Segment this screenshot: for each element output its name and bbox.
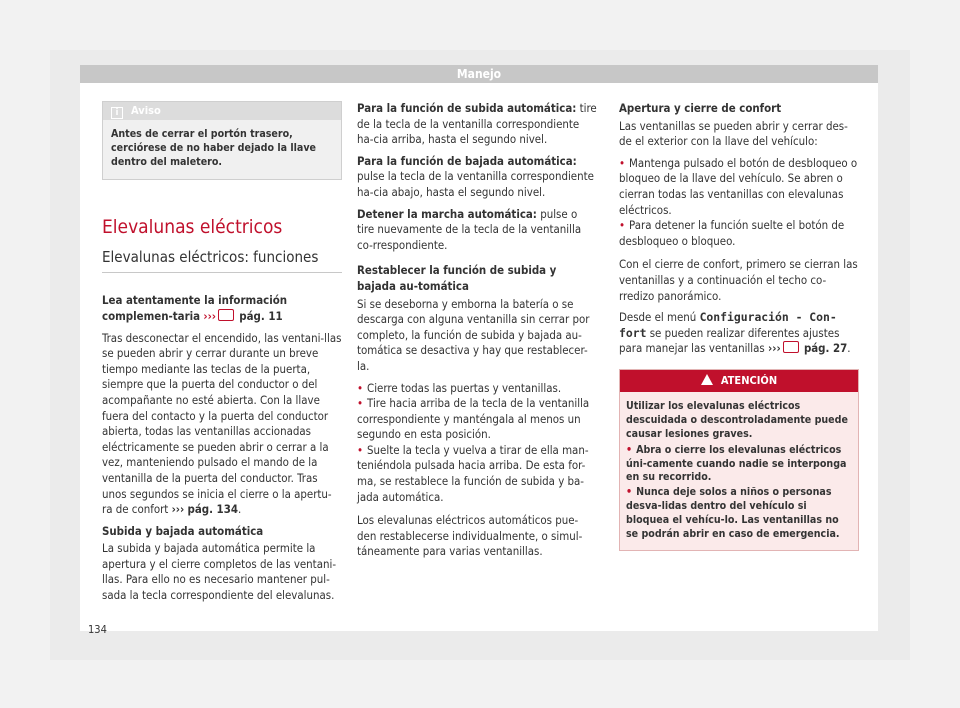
lead-text: Lea atentamente la información complemen-taria (102, 293, 288, 323)
list-item (619, 156, 859, 218)
paragraph-bajada (357, 154, 597, 201)
list-item (357, 381, 597, 397)
confort-para: Con el cierre de confort, primero se cierran las ventanillas y a continuación el techo co-rredizo panorámico. (619, 257, 858, 303)
paragraph-detener (357, 207, 597, 254)
lead-paragraph: Lea atentamente la información complemen-taria ››› pág. 11 (102, 293, 288, 323)
subida-title: Subida y bajada automática (102, 523, 264, 538)
menu-pre: Desde el menú (619, 310, 697, 325)
aviso-header (103, 102, 341, 120)
column-1 (102, 101, 342, 610)
subida-text: La subida y bajada automática permite la apertura y el cierre completos de las ventani-llas. Para ello no es necesario mantener pul-sada la tecla correspondiente del elevalunas. (102, 541, 337, 603)
restore-text: Si se deseborna y emborna la batería o se descarga con alguna ventanilla sin cerrar por completo, la función de subida y bajada au-tomática se desactiva y hay que restablecer-la. (357, 296, 590, 373)
restore-title: Restablecer la función de subida y bajada au-tomática (357, 263, 557, 293)
aviso-box (102, 101, 342, 180)
bullet-icon: • (357, 396, 364, 411)
bullet-icon: • (626, 486, 633, 499)
bajada-label: Para la función de bajada automática: (357, 153, 577, 168)
list-item (357, 396, 597, 443)
paragraph-1: Tras desconectar el encendido, las ventani-llas se pueden abrir y cerrar durante un breve tiempo mediante las teclas de la puerta, siempre que la puerta del conductor o del acompañante no esté abierta. Con la llave fuera del contacto y la puerta del conductor abierta, todas las ventanillas accionadas eléctricamente se pueden abrir o cerrar a la vez, manteniendo pulsado el mando de la ventanilla de la puerta del conductor. Tras unos segundos se inicia el cierre o la apertu-ra de confort ››› pág. 134. (102, 330, 342, 517)
confort-title: Apertura y cierre de confort (619, 101, 782, 115)
paragraph-1-text: Tras desconectar el encendido, las ventani-llas se pueden abrir y cerrar durante un breve tiempo mediante las teclas de la puerta, siempre que la puerta del conductor o del acompañante no esté abierta. Con la llave fuera del contacto y la puerta del conductor abierta, todas las ventanillas accionadas eléctricamente se pueden abrir o cerrar a la vez, manteniendo pulsado el mando de la ventanilla de la puerta del conductor. Tras unos segundos se inicia el cierre o la apertu-ra de confort (102, 330, 342, 517)
bullet-icon: • (357, 380, 364, 395)
aviso-title: Aviso (131, 104, 161, 117)
sheet-background (50, 50, 910, 660)
paragraph-1-reference-link[interactable]: pág. 134 (187, 502, 238, 517)
warning-title: ATENCIÓN (720, 373, 778, 387)
bullet-icon: • (619, 218, 626, 233)
column-2 (357, 101, 597, 566)
confort-intro: Las ventanillas se pueden abrir y cerrar des-de el exterior con la llave del vehículo: (619, 118, 848, 149)
bajada-desc: pulse la tecla de la ventanilla correspondiente ha-cia abajo, hasta el segundo nivel. (357, 169, 594, 199)
list-item (626, 486, 850, 542)
warning-icon (701, 374, 713, 385)
info-icon: i (111, 107, 123, 119)
menu-reference-link[interactable]: pág. 27 (803, 341, 848, 356)
page-number: 134 (88, 623, 107, 636)
book-icon (218, 309, 234, 321)
detener-desc: pulse o tire nuevamente de la tecla de la ventanilla co-rrespondiente. (357, 206, 582, 252)
subida-label: Para la función de subida automática: (357, 101, 577, 115)
book-icon (783, 341, 799, 353)
warning-body (620, 392, 858, 550)
bullet-icon: • (357, 442, 364, 457)
list-item (357, 443, 597, 505)
list-item-text: Nunca deje solos a niños o personas desva-lidas dentro del vehículo si bloquea el vehícu-lo. Las ventanillas no se podrán abrir en caso de emergencia. (626, 486, 840, 541)
bullet-icon: • (626, 443, 633, 456)
paragraph-subida (357, 101, 597, 148)
warning-box (619, 369, 859, 551)
warning-header (620, 370, 858, 392)
manual-page (80, 65, 878, 636)
subida-desc: tire de la tecla de la ventanilla correspondiente ha-cia arriba, hasta el segundo nivel. (357, 101, 597, 147)
lead-reference-link[interactable]: pág. 11 (239, 308, 283, 323)
list-item-text: Suelte la tecla y vuelva a tirar de ella man-teniéndola pulsada hacia arriba. De esta for-ma, se restablece la función de subida y ba-jada automática. (357, 442, 589, 504)
menu-post: se pueden realizar diferentes ajustes para manejar las ventanillas (619, 325, 840, 356)
section-subheading: Elevalunas eléctricos: funciones (102, 248, 342, 273)
aviso-text: Antes de cerrar el portón trasero, cerciórese de no haber dejado la llave dentro del maletero. (111, 128, 316, 168)
list-item-text: Mantenga pulsado el botón de desbloqueo o bloqueo de la llave del vehículo. Se abren o cierran todas las ventanillas con elevalunas eléctricos. (619, 155, 858, 217)
menu-name: Configuración - Con-fort (619, 310, 837, 340)
closing-text: Los elevalunas eléctricos automáticos pue-den restablecerse individualmente, o simul-táneamente para varias ventanillas. (357, 513, 583, 559)
section-heading: Elevalunas eléctricos (102, 216, 283, 239)
detener-label: Detener la marcha automática: (357, 206, 537, 221)
column-3 (619, 101, 859, 551)
list-item-text: Abra o cierre los elevalunas eléctricos úni-camente cuando nadie se interponga en su recorrido. (626, 443, 847, 484)
list-item-text: Para detener la función suelte el botón de desbloqueo o bloqueo. (619, 218, 845, 248)
list-item (626, 444, 850, 486)
list-item-text: Cierre todas las puertas y ventanillas. (367, 380, 562, 395)
bullet-icon: • (619, 155, 626, 170)
warning-intro: Utilizar los elevalunas eléctricos descuidada o descontroladamente puede causar lesiones graves. (626, 399, 848, 440)
section-header: Manejo (80, 65, 878, 83)
list-item (619, 218, 859, 249)
menu-paragraph: Desde el menú Configuración - Con-fort se pueden realizar diferentes ajustes para manejar las ventanillas ››› pág. 27. (619, 310, 851, 356)
list-item-text: Tire hacia arriba de la tecla de la ventanilla correspondiente y manténgala al menos un segundo en esta posición. (357, 396, 590, 442)
